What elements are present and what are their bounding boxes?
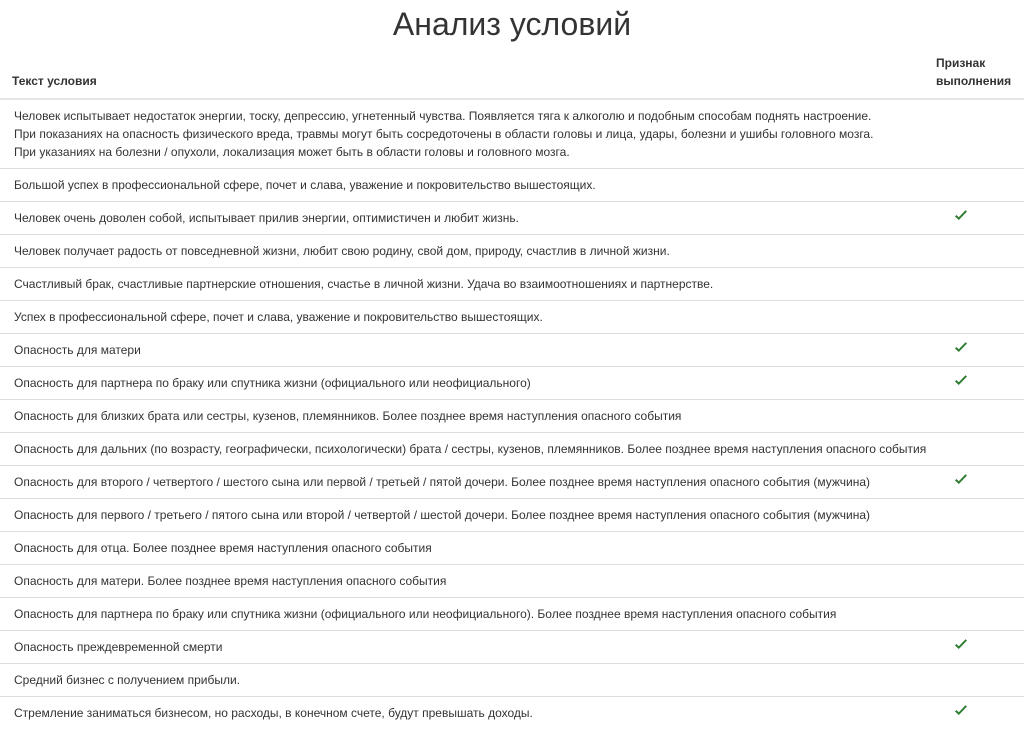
- header-fulfillment-flag: [936, 54, 1024, 99]
- table-body: [0, 99, 1024, 729]
- checkmark-icon: [954, 210, 968, 222]
- table-row: [0, 565, 1024, 598]
- fulfillment-flag-cell: [936, 400, 1024, 433]
- table-row: [0, 598, 1024, 631]
- fulfillment-flag-cell: [936, 598, 1024, 631]
- condition-text: Опасность для отца. Более позднее время наступления опасного события: [0, 532, 936, 565]
- fulfillment-flag-cell: [936, 532, 1024, 565]
- fulfillment-flag-cell: [936, 268, 1024, 301]
- checkmark-icon: [954, 639, 968, 651]
- condition-text: Опасность для матери. Более позднее время наступления опасного события: [0, 565, 936, 598]
- fulfillment-flag-cell: [936, 99, 1024, 169]
- fulfillment-flag-cell: [936, 367, 1024, 400]
- condition-text: Опасность для дальних (по возрасту, географически, психологически) брата / сестры, кузенов, племянников. Более позднее время наступления опасного события: [0, 433, 936, 466]
- condition-text-line: При показаниях на опасность физического вреда, травмы могут быть сосредоточены в области головы и лица, удары, болезни и ушибы головного мозга.: [14, 127, 874, 141]
- page-title: Анализ условий: [392, 6, 632, 42]
- condition-text-line: При указаниях на болезни / опухоли, локализация может быть в области головы и головного мозга.: [14, 145, 570, 159]
- table-row: [0, 532, 1024, 565]
- fulfillment-flag-cell: [936, 169, 1024, 202]
- fulfillment-flag-cell: [936, 301, 1024, 334]
- table-row: [0, 334, 1024, 367]
- checkmark-icon: [954, 705, 968, 717]
- fulfillment-flag-cell: [936, 466, 1024, 499]
- condition-text-line: Человек испытывает недостаток энергии, тоску, депрессию, угнетенный чувства. Появляется тяга к алкоголю и подобным способам поднять настроение.: [14, 109, 872, 123]
- condition-text: Опасность для первого / третьего / пятого сына или второй / четвертой / шестой дочери. Более позднее время наступления опасного события (мужчина): [0, 499, 936, 532]
- condition-text: Опасность для матери: [0, 334, 936, 367]
- table-row: [0, 697, 1024, 730]
- header-flag-line1: Признак: [936, 56, 986, 70]
- fulfillment-flag-cell: [936, 235, 1024, 268]
- fulfillment-flag-cell: [936, 565, 1024, 598]
- table-row: [0, 169, 1024, 202]
- table-header-row: [0, 54, 1024, 99]
- condition-text: [0, 99, 936, 169]
- condition-text: Опасность для близких брата или сестры, кузенов, племянников. Более позднее время наступления опасного события: [0, 400, 936, 433]
- fulfillment-flag-cell: [936, 202, 1024, 235]
- header-condition-text: Текст условия: [0, 54, 936, 99]
- table-row: [0, 664, 1024, 697]
- table-row: [0, 202, 1024, 235]
- table-row: [0, 631, 1024, 664]
- fulfillment-flag-cell: [936, 697, 1024, 730]
- fulfillment-flag-cell: [936, 664, 1024, 697]
- fulfillment-flag-cell: [936, 499, 1024, 532]
- table-row: [0, 99, 1024, 169]
- condition-text: Опасность преждевременной смерти: [0, 631, 936, 664]
- condition-text: Большой успех в профессиональной сфере, почет и слава, уважение и покровительство вышестоящих.: [0, 169, 936, 202]
- condition-text: Успех в профессиональной сфере, почет и слава, уважение и покровительство вышестоящих.: [0, 301, 936, 334]
- table-row: [0, 466, 1024, 499]
- condition-text: Средний бизнес с получением прибыли.: [0, 664, 936, 697]
- condition-text: Человек очень доволен собой, испытывает прилив энергии, оптимистичен и любит жизнь.: [0, 202, 936, 235]
- table-row: [0, 499, 1024, 532]
- checkmark-icon: [954, 474, 968, 486]
- checkmark-icon: [954, 342, 968, 354]
- fulfillment-flag-cell: [936, 433, 1024, 466]
- table-row: [0, 235, 1024, 268]
- header-flag-line2: выполнения: [936, 74, 1012, 88]
- fulfillment-flag-cell: [936, 631, 1024, 664]
- checkmark-icon: [954, 375, 968, 387]
- condition-text: Опасность для партнера по браку или спутника жизни (официального или неофициального): [0, 367, 936, 400]
- condition-text: Человек получает радость от повседневной жизни, любит свою родину, свой дом, природу, счастлив в личной жизни.: [0, 235, 936, 268]
- table-row: [0, 301, 1024, 334]
- table-row: [0, 367, 1024, 400]
- table-row: [0, 433, 1024, 466]
- condition-text: Счастливый брак, счастливые партнерские отношения, счастье в личной жизни. Удача во взаимоотношениях и партнерстве.: [0, 268, 936, 301]
- condition-text: Опасность для партнера по браку или спутника жизни (официального или неофициального). Более позднее время наступления опасного события: [0, 598, 936, 631]
- condition-text: Опасность для второго / четвертого / шестого сына или первой / третьей / пятой дочери. Более позднее время наступления опасного события (мужчина): [0, 466, 936, 499]
- condition-text: Стремление заниматься бизнесом, но расходы, в конечном счете, будут превышать доходы.: [0, 697, 936, 730]
- conditions-table: [0, 54, 1024, 729]
- table-row: [0, 400, 1024, 433]
- fulfillment-flag-cell: [936, 334, 1024, 367]
- table-row: [0, 268, 1024, 301]
